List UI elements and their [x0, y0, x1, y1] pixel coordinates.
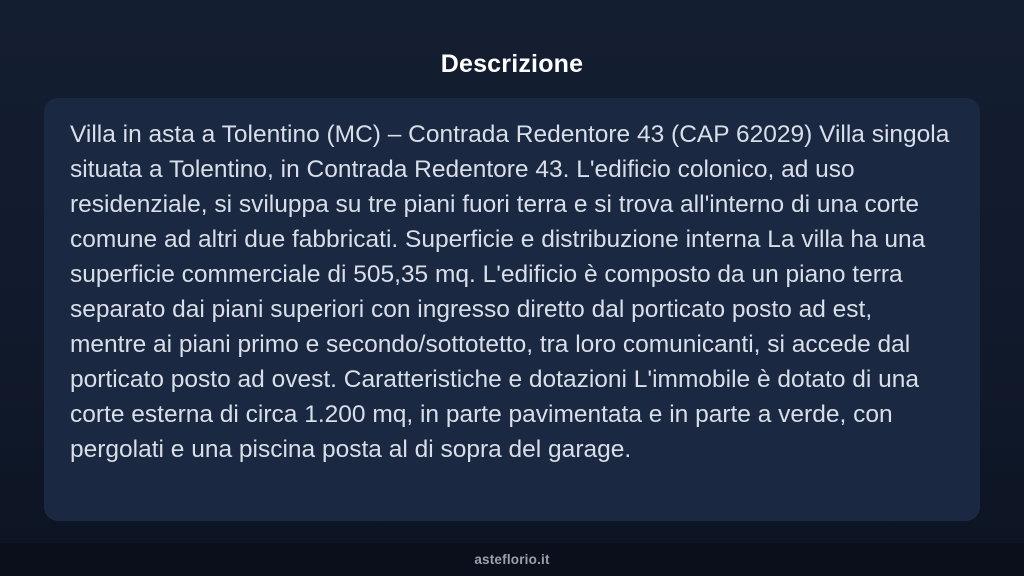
footer-bar	[0, 543, 1024, 576]
site-watermark: asteflorio.it	[474, 552, 550, 567]
description-text: Villa in asta a Tolentino (MC) – Contrada Redentore 43 (CAP 62029) Villa singola situata a Tolentino, in Contrada Redentore 43. L'edificio colonico, ad uso residenziale, si sviluppa su tre piani fuori terra e si trova all'interno di una corte comune ad altri due fabbricati. Superficie e distribuzione interna La villa ha una superficie commerciale di 505,35 mq. L'edificio è composto da un piano terra separato dai piani superiori con ingresso diretto dal porticato posto ad est, mentre ai piani primo e secondo/sottotetto, tra loro comunicanti, si accede dal porticato posto ad ovest. Caratteristiche e dotazioni L'immobile è dotato di una corte esterna di circa 1.200 mq, in parte pavimentata e in parte a verde, con pergolati e una piscina posta al di sopra del garage.	[70, 121, 950, 463]
description-card	[44, 98, 980, 521]
page-title: Descrizione	[440, 50, 584, 78]
